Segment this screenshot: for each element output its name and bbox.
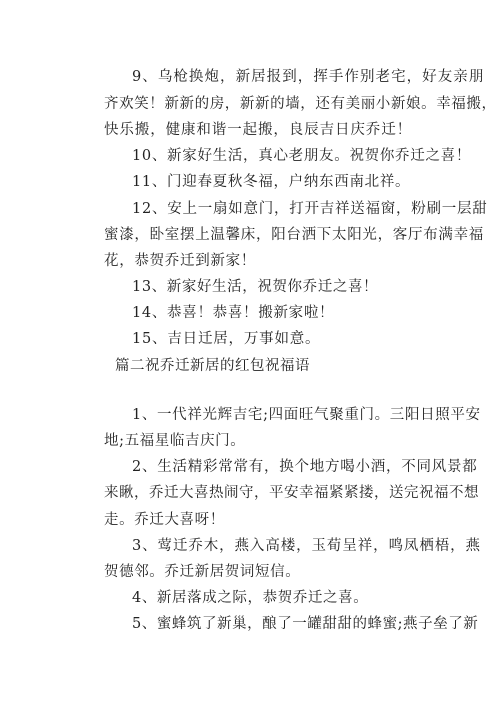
paragraph-9-line-2: 齐欢笑！新新的房，新新的墙，还有美丽小新娘。幸福搬，: [104, 96, 497, 112]
paragraph-9-line-1: 9、乌枪换炮，新居报到，挥手作别老宅，好友亲朋: [132, 69, 485, 85]
paragraph-10: 10、新家好生活，真心老朋友。祝贺你乔迁之喜！: [132, 148, 472, 164]
paragraph-13: 13、新家好生活，祝贺你乔迁之喜！: [132, 279, 379, 295]
paragraph-9-line-3: 快乐搬，健康和谐一起搬，良辰吉日庆乔迁！: [104, 122, 412, 138]
paragraph-12-line-3: 花，恭贺乔迁到新家！: [104, 253, 256, 269]
section-heading: 篇二祝乔迁新居的红包祝福语: [115, 358, 310, 374]
paragraph-1-line-1: 1、一代祥光辉吉宅;四面旺气聚重门。三阳日照平安: [132, 407, 481, 423]
paragraph-2-line-3: 走。乔迁大喜呀！: [104, 512, 225, 528]
paragraph-2-line-2: 来瞅，乔迁大喜热闹守，平安幸福紧紧搂，送完祝福不想: [104, 485, 479, 501]
paragraph-3-line-1: 3、莺迁乔木，燕入高楼，玉荀呈祥，鸣凤栖梧，燕: [132, 538, 481, 554]
paragraph-12-line-1: 12、安上一扇如意门，打开吉祥送福窗，粉刷一层甜: [132, 201, 488, 217]
paragraph-4: 4、新居落成之际，恭贺乔迁之喜。: [132, 590, 369, 606]
paragraph-1-line-2: 地;五福星临吉庆门。: [104, 433, 246, 449]
paragraph-11: 11、门迎春夏秋冬福，户纳东西南北祥。: [132, 174, 411, 190]
paragraph-12-line-2: 蜜漆，卧室摆上温馨床，阳台洒下太阳光，客厅布满幸福: [104, 227, 484, 243]
paragraph-14: 14、恭喜！恭喜！搬新家啦！: [132, 305, 335, 321]
paragraph-3-line-2: 贺德邻。乔迁新居贺词短信。: [104, 564, 301, 580]
paragraph-2-line-1: 2、生活精彩常常有，换个地方喝小酒，不同风景都: [132, 459, 478, 475]
paragraph-5-line-1: 5、蜜蜂筑了新巢，酿了一罐甜甜的蜂蜜;燕子垒了新: [132, 616, 479, 632]
paragraph-15: 15、吉日迁居，万事如意。: [132, 331, 321, 347]
